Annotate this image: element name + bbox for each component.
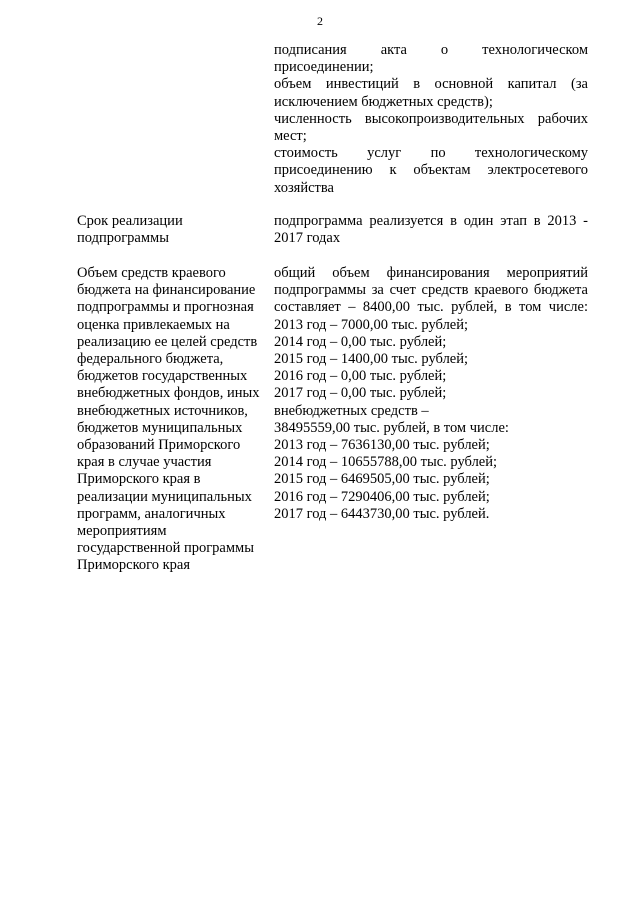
funding-value-line: 2013 год – 7000,00 тыс. рублей; [274, 316, 469, 333]
indicators-continuation [274, 42, 588, 197]
term-value [274, 213, 588, 247]
funding-value-line: общий объем финансирования мероприятий [274, 265, 588, 281]
term-value-line: 2017 годах [274, 230, 341, 247]
indicators-line: мест; [274, 128, 307, 145]
indicators-line: объем инвестиций в основной капитал (за [274, 76, 588, 93]
funding-label-line: края в случае участия [77, 454, 212, 471]
funding-label-line: бюджетов государственных [77, 368, 248, 385]
funding-value-line: 2015 год – 1400,00 тыс. рублей; [274, 351, 469, 368]
funding-label-line: бюджетов муниципальных [77, 419, 243, 436]
funding-label-line: Приморского края в [77, 471, 201, 488]
funding-value-line: 2016 год – 0,00 тыс. рублей; [274, 368, 447, 385]
indicators-line: присоединению к объектам электросетевого [274, 162, 588, 179]
indicators-line: исключением бюджетных средств); [274, 93, 493, 110]
page-number: 2 [317, 14, 323, 28]
funding-label-line: Объем средств краевого [77, 265, 226, 281]
indicators-line: подписания акта о технологическом [274, 42, 588, 58]
funding-label-line: государственной программы [77, 540, 254, 557]
funding-value-line: 2016 год – 7290406,00 тыс. рублей; [274, 488, 490, 505]
funding-label-line: образований Приморского [77, 437, 241, 454]
funding-value-line: 2017 год – 0,00 тыс. рублей; [274, 385, 447, 402]
funding-value-line: 2017 год – 6443730,00 тыс. рублей. [274, 505, 490, 522]
indicators-line: численность высокопроизводительных рабочих [274, 110, 588, 127]
funding-label-line: Приморского края [77, 557, 191, 574]
funding-label [77, 265, 265, 575]
term-label [77, 213, 265, 247]
funding-value-line: 38495559,00 тыс. рублей, в том числе: [274, 419, 509, 436]
funding-label-line: программ, аналогичных [77, 505, 226, 522]
term-label-line: Срок реализации [77, 213, 183, 229]
funding-label-line: мероприятиям [77, 523, 167, 540]
funding-value-line: составляет – 8400,00 тыс. рублей, в том числе: [274, 299, 588, 316]
funding-label-line: федерального бюджета, [77, 351, 224, 368]
funding-label-line: бюджета на финансирование [77, 282, 256, 299]
funding-label-line: подпрограммы и прогнозная [77, 299, 254, 316]
funding-label-line: реализацию ее целей средств [77, 333, 258, 350]
funding-value-line: 2014 год – 0,00 тыс. рублей; [274, 333, 447, 350]
indicators-line: стоимость услуг по технологическому [274, 145, 588, 162]
funding-value-line: 2014 год – 10655788,00 тыс. рублей; [274, 454, 498, 471]
funding-label-line: оценка привлекаемых на [77, 316, 230, 333]
funding-label-line: внебюджетных источников, [77, 402, 248, 419]
funding-value-line: 2015 год – 6469505,00 тыс. рублей; [274, 471, 490, 488]
indicators-line: хозяйства [274, 179, 334, 196]
funding-value-line: внебюджетных средств – [274, 402, 429, 419]
term-value-line: подпрограмма реализуется в один этап в 2013 - [274, 213, 588, 229]
funding-label-line: реализации муниципальных [77, 488, 252, 505]
term-label-line: подпрограммы [77, 230, 169, 247]
funding-value-line: подпрограммы за счет средств краевого бюджета [274, 282, 588, 299]
funding-value-line: 2013 год – 7636130,00 тыс. рублей; [274, 437, 490, 454]
funding-label-line: внебюджетных фондов, иных [77, 385, 260, 402]
indicators-line: присоединении; [274, 59, 374, 76]
funding-value [274, 265, 588, 523]
